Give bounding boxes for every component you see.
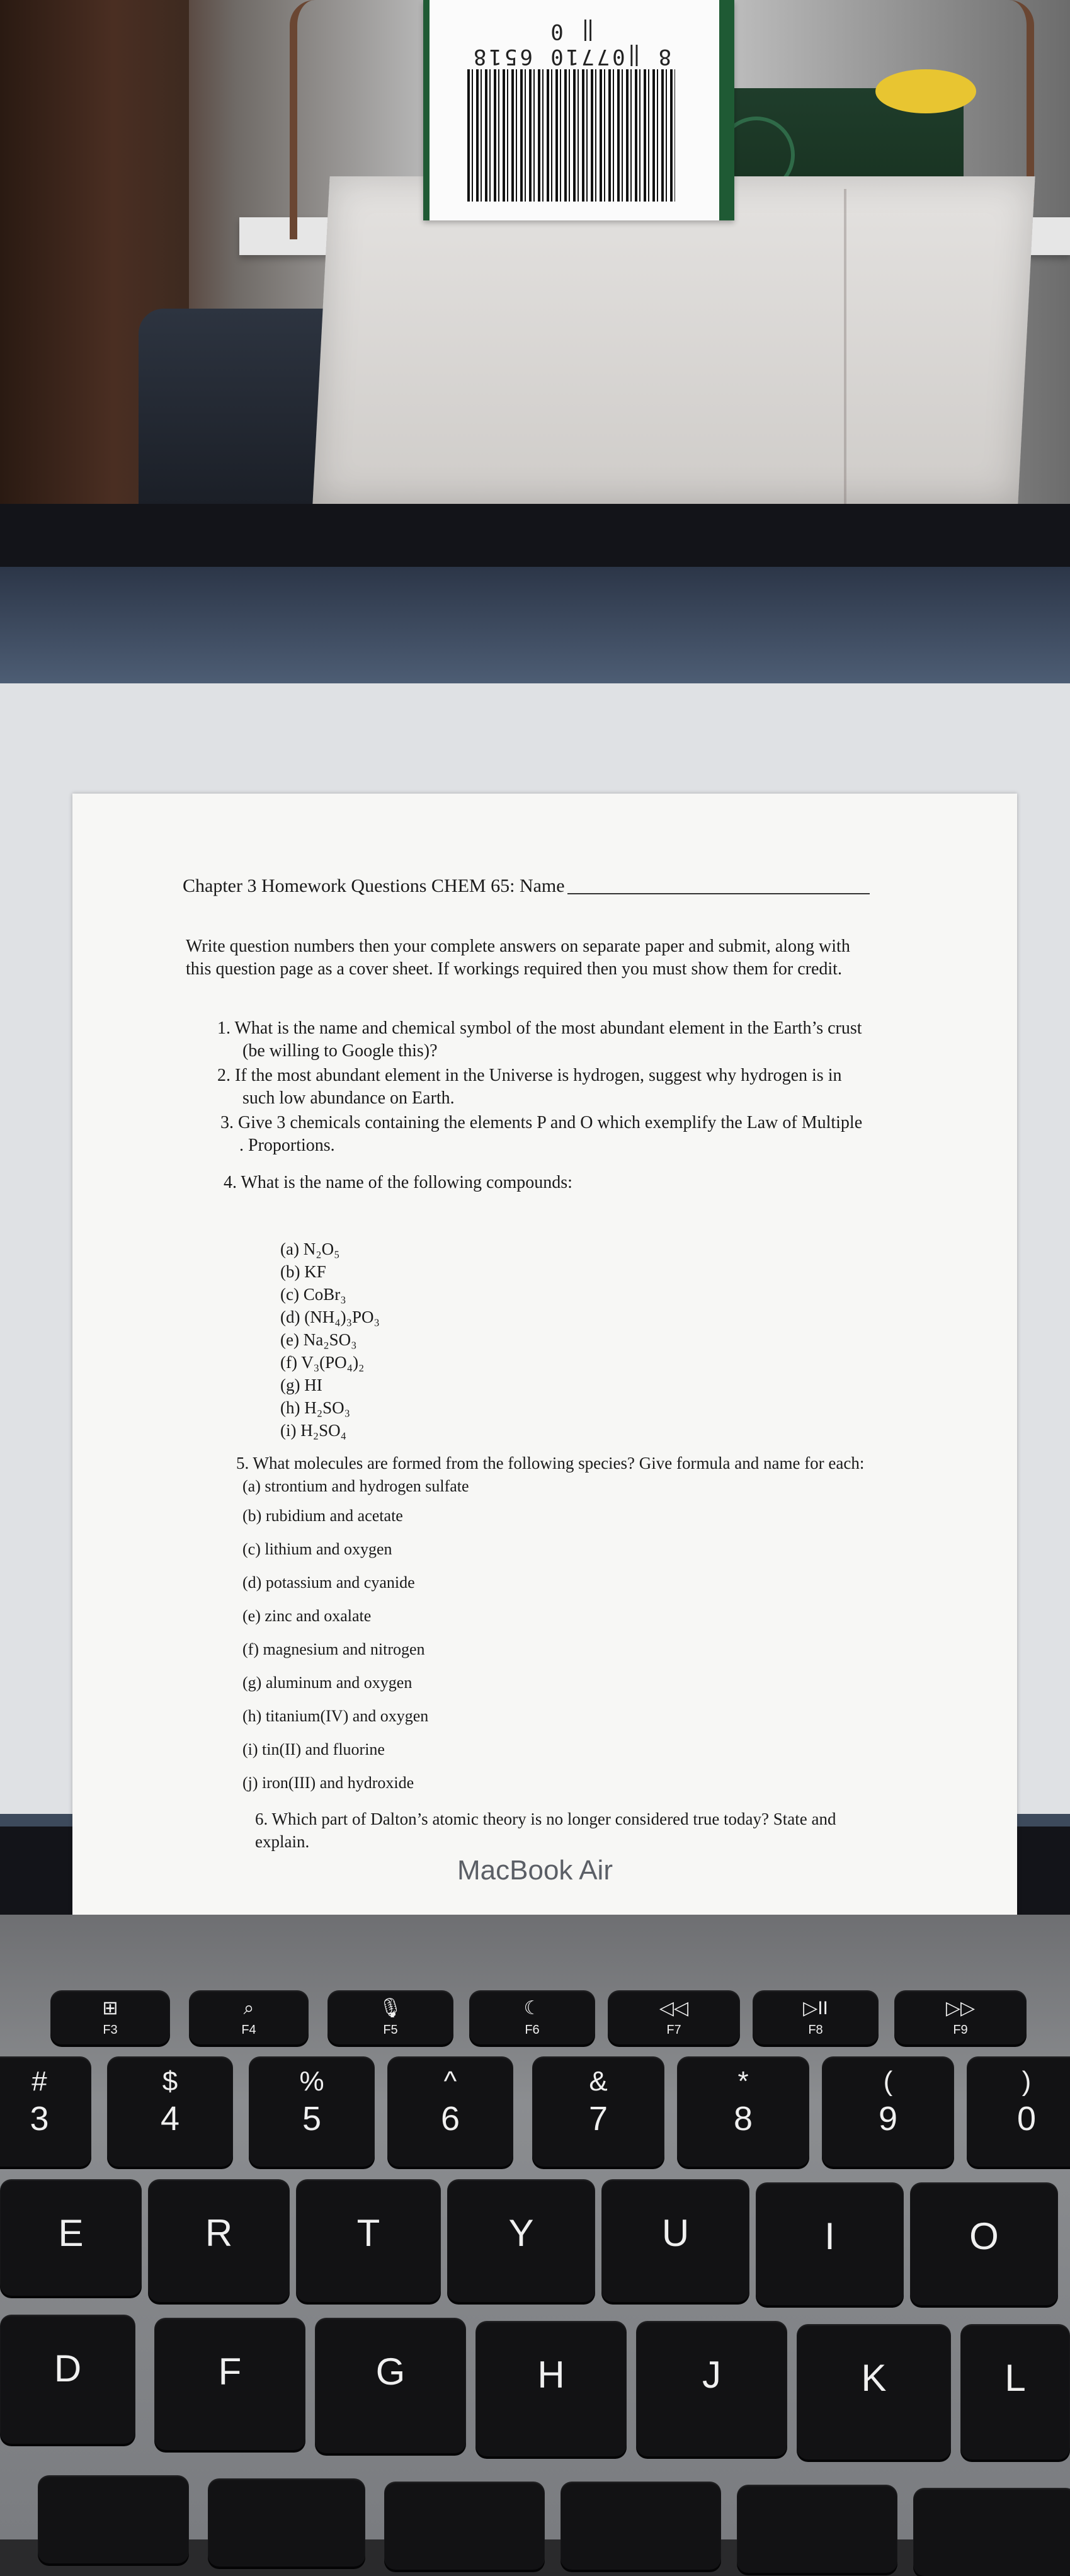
species-e: (e) zinc and oxalate [242,1607,372,1625]
key-c[interactable] [38,2475,189,2563]
microphone-icon: 🎙 [378,1998,403,2019]
mission-control-icon: ⊞ [102,1998,118,2019]
species-a: (a) strontium and hydrogen sulfate [242,1477,469,1495]
species-f: (f) magnesium and nitrogen [242,1640,425,1658]
compound-e: (e) Na₂SO₃ [280,1330,357,1349]
barcode-digits: 8 ‖07710 6518 ‖ 0 [470,19,672,69]
key-comma[interactable] [913,2488,1070,2576]
key-7[interactable]: & 7 [532,2056,664,2167]
app-toolbar [0,567,1070,683]
key-6[interactable]: ^ 6 [387,2056,513,2167]
key-v[interactable] [208,2478,365,2567]
fast-forward-icon: ▷▷ [945,1998,976,2019]
document-page [72,794,1017,1930]
search-icon: ⌕ [243,1998,254,2019]
key-0[interactable]: ) 0 [967,2056,1070,2167]
key-n[interactable] [561,2482,721,2570]
compound-i: (i) H₂SO₄ [280,1421,347,1440]
laptop-display [0,567,1070,1851]
question-5: 5. What molecules are formed from the following species? Give formula and name for each: [236,1454,865,1473]
play-pause-icon: ▷II [803,1998,828,2019]
rewind-icon: ◁◁ [659,1998,689,2019]
question-1-line-2: (be willing to Google this)? [242,1041,438,1061]
key-f9[interactable]: ▷▷ F9 [894,1990,1027,2044]
compound-b: (b) KF [280,1262,326,1281]
compound-a: (a) N₂O₅ [280,1240,340,1258]
question-3 [220,1112,862,1157]
question-3-line-2: . Proportions. [239,1136,335,1155]
key-f7[interactable]: ◁◁ F7 [608,1990,740,2044]
question-6 [255,1808,836,1853]
key-m[interactable] [737,2485,897,2573]
key-f5[interactable]: 🎙 F5 [327,1990,453,2044]
key-3[interactable]: # 3 [0,2056,91,2167]
key-f8[interactable]: ▷II F8 [753,1990,879,2044]
key-g[interactable]: G [315,2318,466,2453]
document-viewer [0,683,1070,1851]
instructions [186,935,897,981]
compound-f: (f) V₃(PO₄)₂ [280,1353,365,1372]
bag-handle-right [1001,0,1034,202]
key-f3[interactable]: ⊞ F3 [50,1990,170,2044]
background-scene [0,0,1070,504]
key-9[interactable]: ( 9 [822,2056,954,2167]
key-d[interactable]: D [0,2315,135,2444]
question-1-line-1: 1. What is the name and chemical symbol of the most abundant element in the Earth’s crust [217,1018,862,1038]
name-blank-line [567,893,870,894]
species-b: (b) rubidium and acetate [242,1507,403,1525]
species-g: (g) aluminum and oxygen [242,1673,413,1692]
barcode [467,69,675,202]
key-5[interactable]: % 5 [249,2056,375,2167]
bag-handle-left [290,0,322,239]
question-1 [217,1017,862,1063]
key-u[interactable]: U [601,2179,749,2302]
species-c: (c) lithium and oxygen [242,1540,392,1558]
question-3-line-1: 3. Give 3 chemicals containing the elements P and O which exemplify the Law of Multiple [220,1113,863,1132]
key-4[interactable]: $ 4 [107,2056,233,2167]
question-4-compounds [280,1238,380,1442]
key-k[interactable]: K [797,2324,951,2459]
yellow-object [875,69,976,113]
key-f[interactable]: F [154,2318,305,2450]
species-i: (i) tin(II) and fluorine [242,1740,385,1758]
compound-c: (c) CoBr₃ [280,1285,346,1304]
macbook-air-label: MacBook Air [457,1855,613,1886]
key-y[interactable]: Y [447,2179,595,2302]
question-4: 4. What is the name of the following compounds: [224,1173,572,1192]
product-box [423,0,734,220]
question-6-line-2: explain. [255,1832,310,1851]
key-r[interactable]: R [148,2179,290,2302]
species-d: (d) potassium and cyanide [242,1573,415,1592]
key-t[interactable]: T [296,2179,441,2302]
compound-h: (h) H₂SO₃ [280,1398,351,1417]
key-o[interactable]: O [910,2182,1058,2305]
gift-bag [312,176,1035,504]
species-h: (h) titanium(IV) and oxygen [242,1707,429,1725]
question-5-species [242,1474,469,1799]
key-i[interactable]: I [756,2182,904,2305]
question-6-line-1: 6. Which part of Dalton’s atomic theory is no longer considered true today? State and [255,1809,836,1828]
key-l[interactable]: L [960,2324,1070,2459]
key-e[interactable]: E [0,2179,142,2296]
question-2-line-2: such low abundance on Earth. [242,1088,455,1108]
do-not-disturb-moon-icon: ☾ [523,1998,541,2019]
document-title: Chapter 3 Homework Questions CHEM 65: Name [183,875,565,896]
instructions-line-1: Write question numbers then your complete answers on separate paper and submit, along with [186,937,850,956]
question-2 [217,1064,841,1110]
compound-d: (d) (NH₄)₃PO₃ [280,1308,380,1326]
question-2-line-1: 2. If the most abundant element in the Universe is hydrogen, suggest why hydrogen is in [217,1066,842,1085]
instructions-line-2: this question page as a cover sheet. If workings required then you must show them for credit. [186,959,842,979]
species-j: (j) iron(III) and hydroxide [242,1774,414,1792]
key-b[interactable] [384,2482,545,2570]
key-j[interactable]: J [636,2321,787,2456]
gift-bag-seam [844,189,846,504]
key-h[interactable]: H [475,2321,627,2456]
document-header [183,875,870,897]
key-8[interactable]: * 8 [677,2056,809,2167]
key-f4[interactable]: ⌕ F4 [189,1990,309,2044]
compound-g: (g) HI [280,1376,322,1394]
key-f6[interactable]: ☾ F6 [469,1990,595,2044]
